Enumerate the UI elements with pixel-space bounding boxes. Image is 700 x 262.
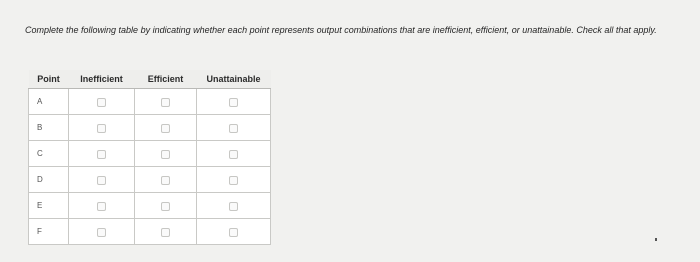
table-body xyxy=(29,89,271,245)
unattainable-checkbox[interactable] xyxy=(229,98,238,107)
stray-mark xyxy=(655,238,657,241)
unattainable-checkbox[interactable] xyxy=(229,202,238,211)
header-efficient: Efficient xyxy=(135,70,197,89)
header-unattainable: Unattainable xyxy=(197,70,271,89)
efficient-cell xyxy=(135,167,197,193)
point-label: F xyxy=(29,219,69,245)
unattainable-cell xyxy=(197,167,271,193)
point-label: B xyxy=(29,115,69,141)
classification-table xyxy=(28,70,271,245)
table-row xyxy=(29,115,271,141)
efficient-checkbox[interactable] xyxy=(161,228,170,237)
unattainable-checkbox[interactable] xyxy=(229,150,238,159)
inefficient-checkbox[interactable] xyxy=(97,176,106,185)
inefficient-cell xyxy=(69,193,135,219)
inefficient-cell xyxy=(69,89,135,115)
inefficient-checkbox[interactable] xyxy=(97,150,106,159)
efficient-checkbox[interactable] xyxy=(161,202,170,211)
efficient-checkbox[interactable] xyxy=(161,176,170,185)
table-row xyxy=(29,89,271,115)
table-header-row xyxy=(29,70,271,89)
inefficient-checkbox[interactable] xyxy=(97,228,106,237)
header-inefficient: Inefficient xyxy=(69,70,135,89)
inefficient-checkbox[interactable] xyxy=(97,98,106,107)
unattainable-cell xyxy=(197,193,271,219)
inefficient-cell xyxy=(69,115,135,141)
inefficient-cell xyxy=(69,219,135,245)
efficient-checkbox[interactable] xyxy=(161,124,170,133)
efficient-cell xyxy=(135,89,197,115)
question-prompt: Complete the following table by indicating whether each point represents output combinations that are inefficient, efficient, or unattainable. Check all that apply. xyxy=(25,25,657,35)
header-point: Point xyxy=(29,70,69,89)
inefficient-checkbox[interactable] xyxy=(97,124,106,133)
table-row xyxy=(29,219,271,245)
unattainable-checkbox[interactable] xyxy=(229,176,238,185)
efficient-cell xyxy=(135,193,197,219)
efficient-cell xyxy=(135,141,197,167)
efficient-cell xyxy=(135,219,197,245)
inefficient-checkbox[interactable] xyxy=(97,202,106,211)
inefficient-cell xyxy=(69,141,135,167)
unattainable-cell xyxy=(197,89,271,115)
unattainable-checkbox[interactable] xyxy=(229,228,238,237)
unattainable-checkbox[interactable] xyxy=(229,124,238,133)
point-label: A xyxy=(29,89,69,115)
unattainable-cell xyxy=(197,141,271,167)
point-label: E xyxy=(29,193,69,219)
efficient-checkbox[interactable] xyxy=(161,150,170,159)
point-label: D xyxy=(29,167,69,193)
table-row xyxy=(29,193,271,219)
table-row xyxy=(29,167,271,193)
unattainable-cell xyxy=(197,115,271,141)
point-label: C xyxy=(29,141,69,167)
efficient-checkbox[interactable] xyxy=(161,98,170,107)
table-row xyxy=(29,141,271,167)
efficient-cell xyxy=(135,115,197,141)
inefficient-cell xyxy=(69,167,135,193)
unattainable-cell xyxy=(197,219,271,245)
